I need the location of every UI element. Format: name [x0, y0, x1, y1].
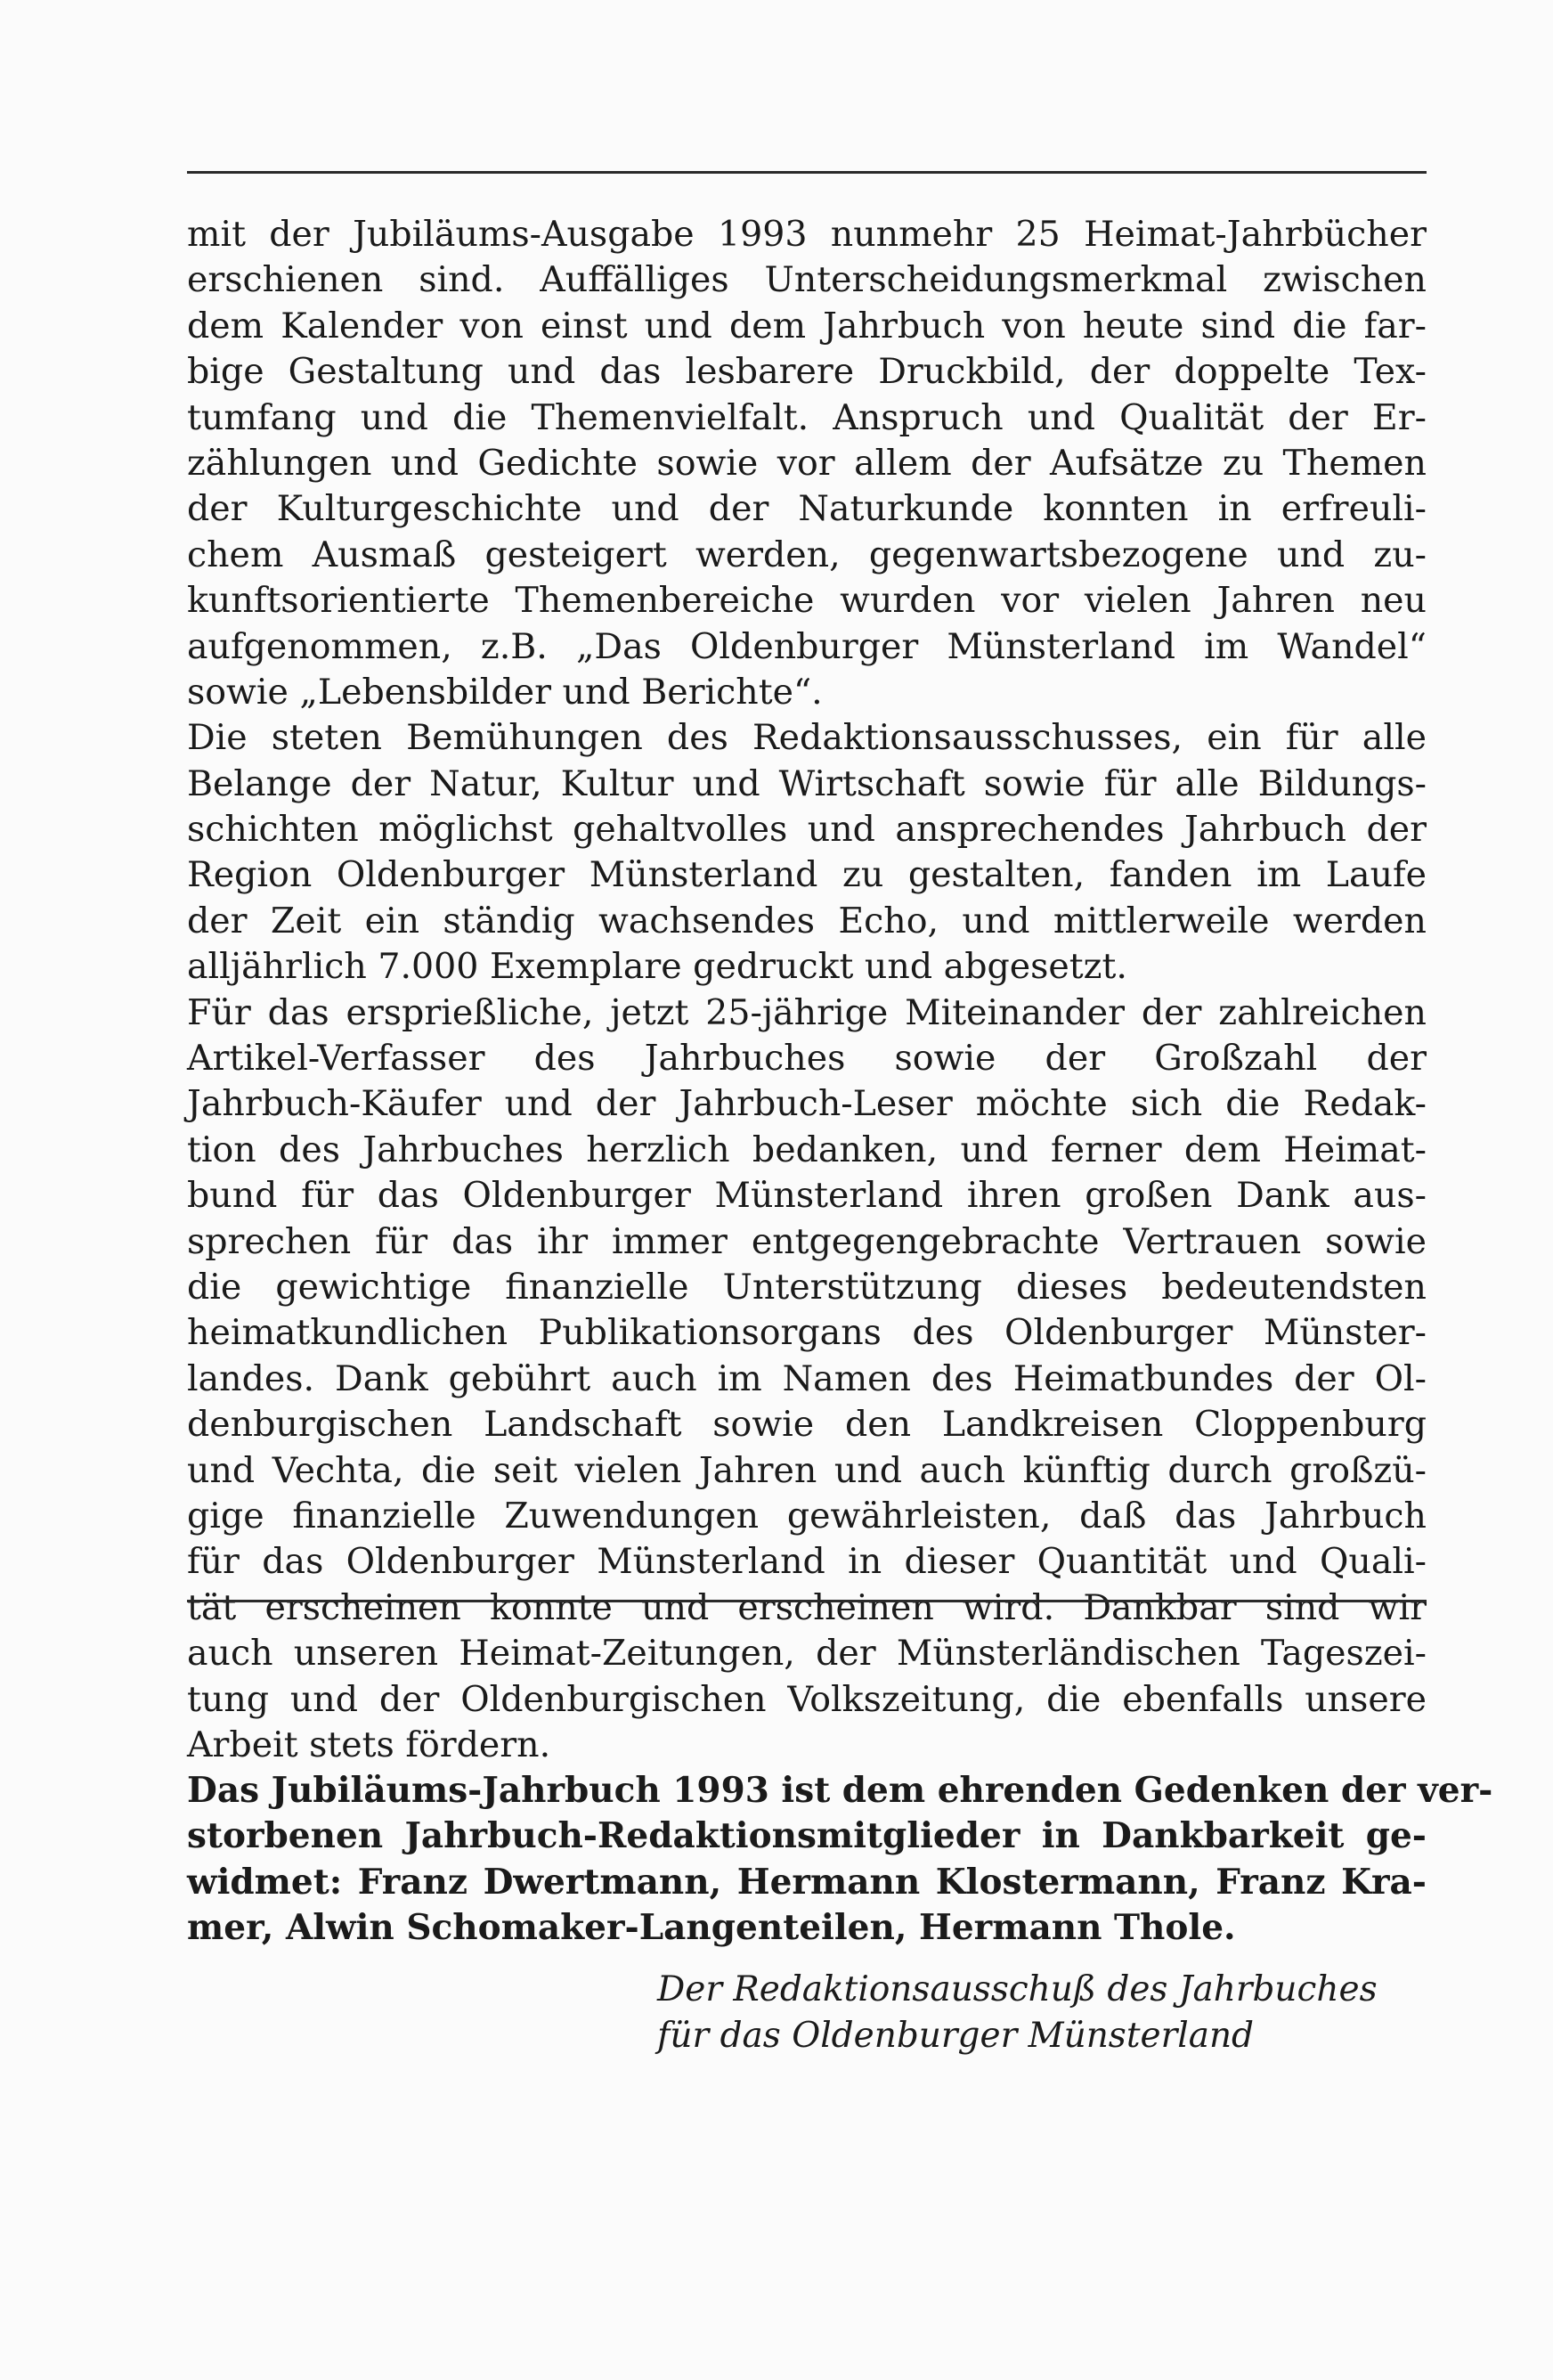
body-text-line: der Kulturgeschichte und der Naturkunde konnten in erfreuli-	[187, 488, 1427, 530]
body-text-line: sowie „Lebensbilder und Berichte“.	[187, 671, 823, 713]
body-text-line: Artikel-Verfasser des Jahrbuches sowie der Großzahl der	[187, 1038, 1427, 1080]
body-text-line: Belange der Natur, Kultur und Wirtschaft sowie für alle Bildungs-	[187, 762, 1427, 804]
dedication-line: Das Jubiläums-Jahrbuch 1993 ist dem ehrenden Gedenken der ver-	[187, 1770, 1493, 1811]
top-rule	[187, 171, 1427, 174]
body-text-block	[187, 212, 1427, 1768]
body-text-line: gige finanzielle Zuwendungen gewährleisten, daß das Jahrbuch	[187, 1495, 1427, 1536]
body-text-line: schichten möglichst gehaltvolles und ansprechendes Jahrbuch der	[187, 809, 1427, 851]
body-text-line: tion des Jahrbuches herzlich bedanken, und ferner dem Heimat-	[187, 1129, 1427, 1170]
body-text-line: kunftsorientierte Themenbereiche wurden vor vielen Jahren neu	[187, 580, 1427, 622]
body-text-line: Jahrbuch-Käufer und der Jahrbuch-Leser möchte sich die Redak-	[187, 1083, 1427, 1125]
body-text-line: Die steten Bemühungen des Redaktionsausschusses, ein für alle	[187, 717, 1427, 759]
body-text-line: und Vechta, die seit vielen Jahren und auch künftig durch großzü-	[187, 1449, 1427, 1491]
body-text-line: dem Kalender von einst und dem Jahrbuch von heute sind die far-	[187, 305, 1427, 346]
body-text-line: die gewichtige finanzielle Unterstützung dieses bedeutendsten	[187, 1266, 1427, 1308]
body-text-line: tät erscheinen konnte und erscheinen wird. Dankbar sind wir	[187, 1586, 1427, 1628]
body-text-line: tung und der Oldenburgischen Volkszeitung, die ebenfalls unsere	[187, 1678, 1427, 1720]
body-text-line: aufgenommen, z.B. „Das Oldenburger Münsterland im Wandel“	[187, 625, 1427, 667]
body-text-line: erschienen sind. Auffälliges Unterscheidungsmerkmal zwischen	[187, 259, 1427, 301]
body-text-line: mit der Jubiläums-Ausgabe 1993 nunmehr 25 Heimat-Jahrbücher	[187, 214, 1427, 255]
body-text-line: bige Gestaltung und das lesbarere Druckbild, der doppelte Tex-	[187, 351, 1427, 393]
dedication-line: storbenen Jahrbuch-Redaktionsmitglieder in Dankbarkeit ge-	[187, 1815, 1427, 1857]
body-text-line: zählungen und Gedichte sowie vor allem der Aufsätze zu Themen	[187, 442, 1427, 484]
body-text-line: auch unseren Heimat-Zeitungen, der Münsterländischen Tageszei-	[187, 1633, 1427, 1675]
body-text-line: heimatkundlichen Publikationsorgans des Oldenburger Münster-	[187, 1312, 1427, 1354]
bottom-rule	[187, 1600, 1427, 1602]
body-text-line: Region Oldenburger Münsterland zu gestalten, fanden im Laufe	[187, 854, 1427, 896]
body-text-line: sprechen für das ihr immer entgegengebrachte Vertrauen sowie	[187, 1220, 1427, 1262]
body-text-line: Arbeit stets fördern.	[187, 1724, 551, 1765]
body-text-line: bund für das Oldenburger Münsterland ihren großen Dank aus-	[187, 1175, 1427, 1217]
dedication-block	[187, 1768, 1493, 1952]
body-text-line: Für das ersprießliche, jetzt 25-jährige Miteinander der zahlreichen	[187, 991, 1427, 1033]
signature-line: Der Redaktionsausschuß des Jahrbuches	[657, 1969, 1378, 2009]
signature-block	[657, 1967, 1423, 2059]
body-text-line: denburgischen Landschaft sowie den Landkreisen Cloppenburg	[187, 1404, 1427, 1446]
body-text-line: für das Oldenburger Münsterland in dieser Quantität und Quali-	[187, 1541, 1427, 1583]
body-text-line: der Zeit ein ständig wachsendes Echo, und mittlerweile werden	[187, 900, 1427, 941]
body-text-line: landes. Dank gebührt auch im Namen des Heimatbundes der Ol-	[187, 1357, 1427, 1399]
body-text-line: chem Ausmaß gesteigert werden, gegenwartsbezogene und zu-	[187, 534, 1427, 575]
dedication-line: widmet: Franz Dwertmann, Hermann Klostermann, Franz Kra-	[187, 1861, 1427, 1903]
body-text-line: tumfang und die Themenvielfalt. Anspruch und Qualität der Er-	[187, 396, 1427, 438]
dedication-line: mer, Alwin Schomaker-Langenteilen, Hermann Thole.	[187, 1907, 1236, 1949]
signature-line: für das Oldenburger Münsterland	[657, 2016, 1255, 2056]
body-text-line: alljährlich 7.000 Exemplare gedruckt und abgesetzt.	[187, 946, 1127, 988]
